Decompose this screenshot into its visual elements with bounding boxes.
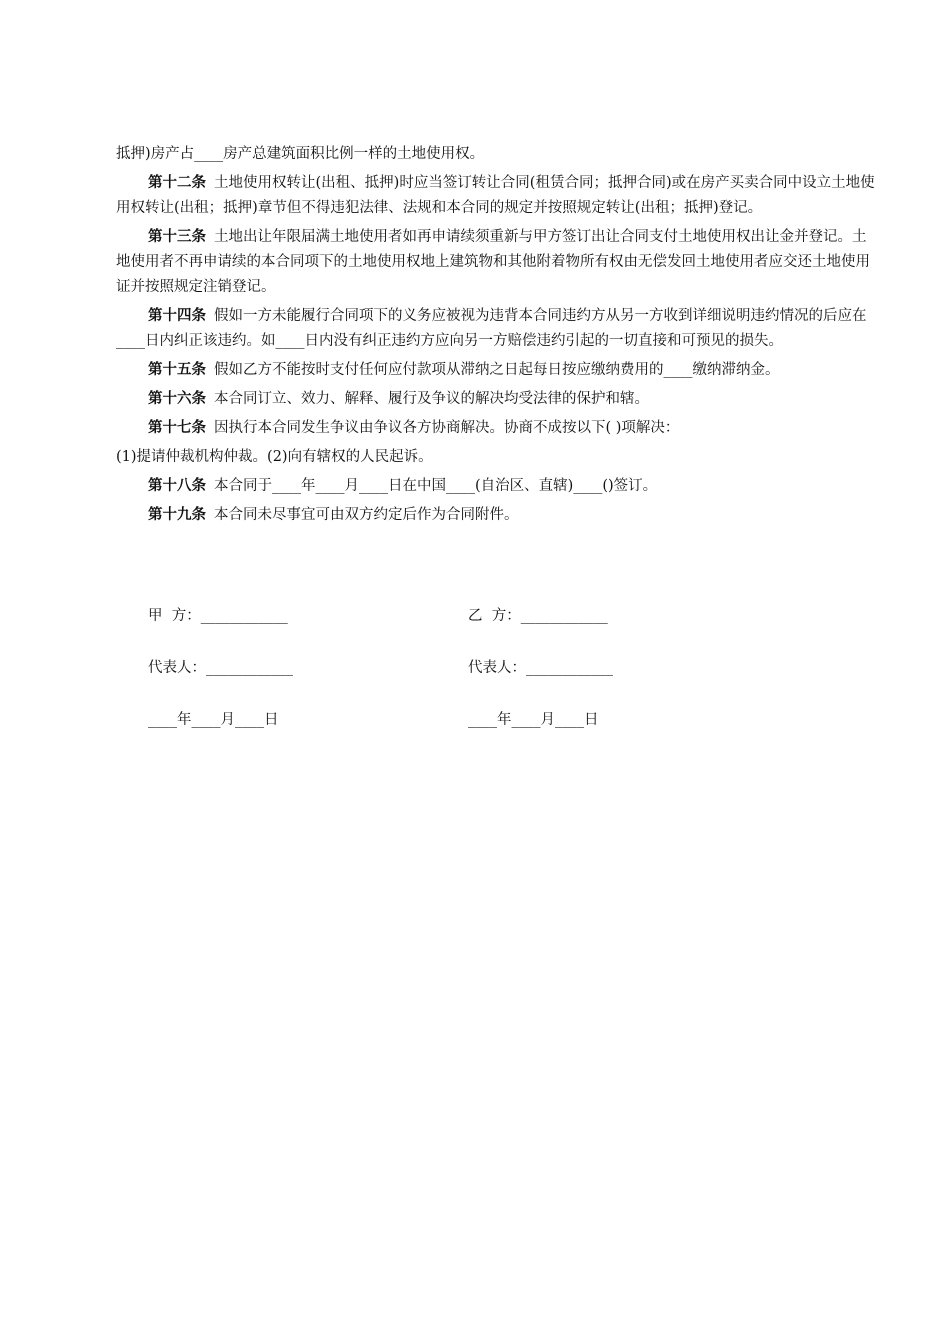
- intro-line: 抵押)房产占____房产总建筑面积比例一样的土地使用权。: [116, 146, 485, 162]
- article-title: 第十七条: [148, 420, 206, 436]
- article-16: [116, 387, 876, 412]
- article-text: 假如乙方不能按时支付任何应付款项从滞纳之日起每日按应缴纳费用的____缴纳滞纳金。: [214, 362, 780, 378]
- article-12: [116, 171, 876, 221]
- article-title: 第十九条: [148, 507, 206, 523]
- party-a-field: 甲 方：____________: [148, 608, 288, 624]
- article-15: [116, 358, 876, 383]
- contract-body: [116, 142, 876, 532]
- article-text: 因执行本合同发生争议由争议各方协商解决。协商不成按以下( )项解决：: [214, 420, 680, 436]
- party-b-field: 乙 方：____________: [468, 608, 608, 624]
- representative-b-field: 代表人：____________: [468, 660, 613, 676]
- article-17: [116, 416, 876, 441]
- date-b-field: ____年____月____日: [468, 712, 599, 728]
- signature-block: [148, 604, 708, 760]
- article-title: 第十六条: [148, 391, 206, 407]
- article-text: 土地出让年限届满土地使用者如再申请续须重新与甲方签订出让合同支付土地使用权出让金并登记。土地使用者不再申请续的本合同项下的土地使用权地上建筑物和其他附着物所有权由无偿发回土地使用者应交还土地使用证并按照规定注销登记。: [116, 229, 870, 295]
- article-title: 第十二条: [148, 175, 206, 191]
- article-title: 第十三条: [148, 229, 206, 245]
- representative-row: [148, 656, 708, 708]
- article-text: 土地使用权转让(出租、抵押)时应当签订转让合同(租赁合同；抵押合同)或在房产买卖合同中设立土地使用权转让(出租；抵押)章节但不得违犯法律、法规和本合同的规定并按照规定转让(出租；抵押)登记。: [116, 175, 875, 216]
- date-row: [148, 708, 708, 760]
- date-a-field: ____年____月____日: [148, 712, 279, 728]
- article-title: 第十八条: [148, 478, 206, 494]
- dispute-options: (1)提请仲裁机构仲裁。(2)向有辖权的人民起诉。: [116, 449, 433, 465]
- article-text: 本合同于____年____月____日在中国____(自治区、直辖)____()签订。: [214, 478, 658, 494]
- article-14: [116, 304, 876, 354]
- article-13: [116, 225, 876, 300]
- representative-a-field: 代表人：____________: [148, 660, 293, 676]
- party-row: [148, 604, 708, 656]
- article-text: 本合同未尽事宜可由双方约定后作为合同附件。: [214, 507, 519, 523]
- article-title: 第十五条: [148, 362, 206, 378]
- article-text: 假如一方未能履行合同项下的义务应被视为违背本合同违约方从另一方收到详细说明违约情况的后应在____日内纠正该违约。如____日内没有纠正违约方应向另一方赔偿违约引起的一切直接和可预见的损失。: [116, 308, 867, 349]
- article-19: [116, 503, 876, 528]
- article-text: 本合同订立、效力、解释、履行及争议的解决均受法律的保护和辖。: [214, 391, 649, 407]
- article-title: 第十四条: [148, 308, 206, 324]
- article-18: [116, 474, 876, 499]
